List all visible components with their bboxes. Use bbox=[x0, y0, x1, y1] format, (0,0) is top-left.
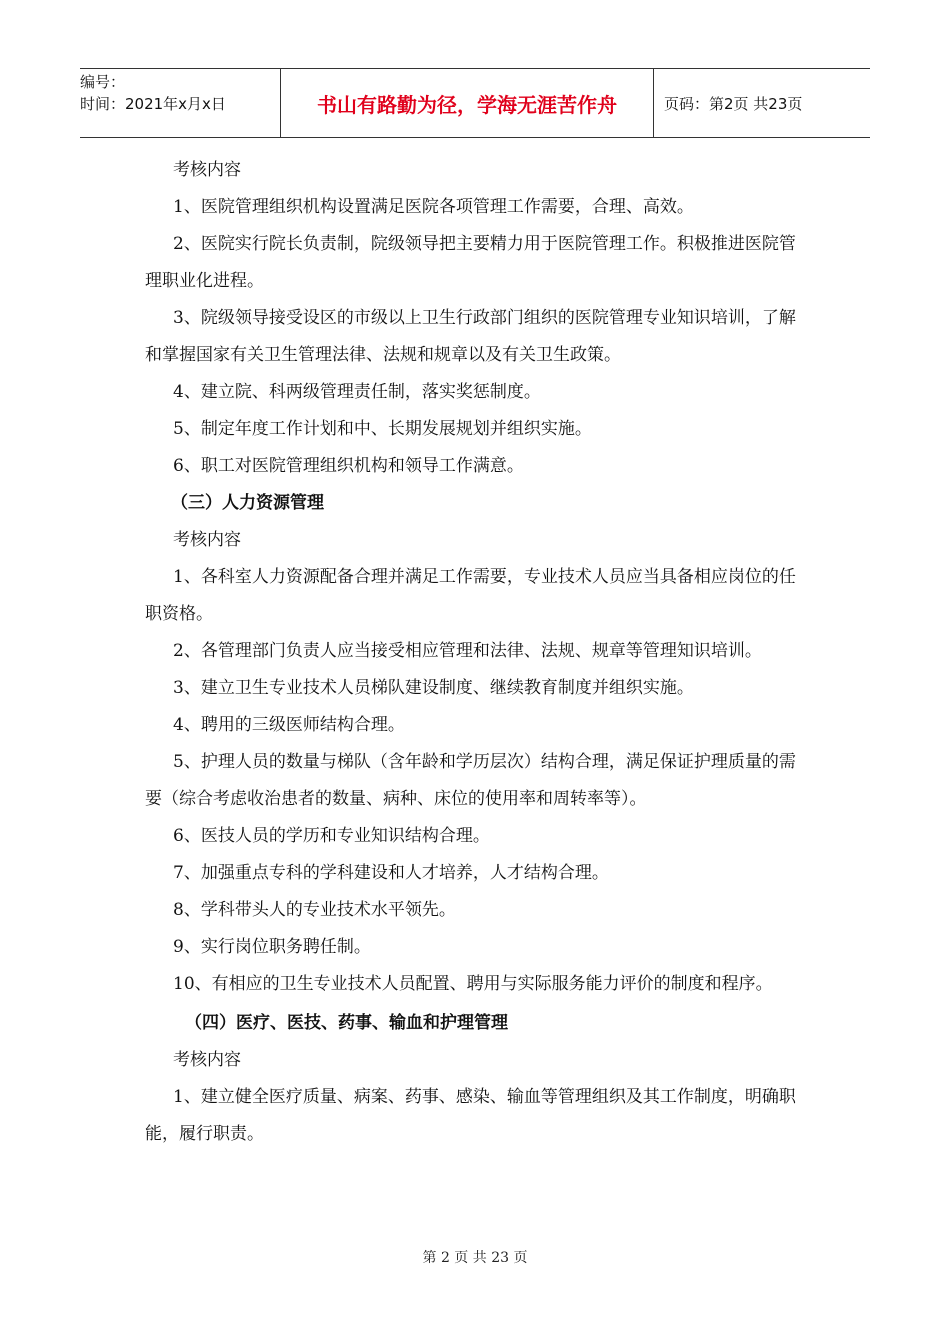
header-motto: 书山有路勤为径，学海无涯苦作舟 bbox=[280, 69, 654, 137]
paragraph: 考核内容 bbox=[173, 160, 241, 180]
section-heading: （三）人力资源管理 bbox=[171, 493, 324, 513]
paragraph: 7、加强重点专科的学科建设和人才培养，人才结构合理。 bbox=[173, 863, 609, 883]
paragraph: 2、医院实行院长负责制，院级领导把主要精力用于医院管理工作。积极推进医院管理职业化进程。 bbox=[145, 234, 796, 291]
paragraph: 考核内容 bbox=[173, 530, 241, 550]
paragraph: 3、建立卫生专业技术人员梯队建设制度、继续教育制度并组织实施。 bbox=[173, 678, 694, 698]
document-number-label: 编号： bbox=[80, 73, 126, 91]
document-body bbox=[145, 152, 810, 1153]
paragraph: 5、护理人员的数量与梯队（含年龄和学历层次）结构合理，满足保证护理质量的需要（综合考虑收治患者的数量、病种、床位的使用率和周转率等）。 bbox=[145, 752, 796, 809]
section-heading: （四）医疗、医技、药事、输血和护理管理 bbox=[185, 1013, 508, 1033]
paragraph: 1、各科室人力资源配备合理并满足工作需要，专业技术人员应当具备相应岗位的任职资格。 bbox=[145, 567, 796, 624]
paragraph: 考核内容 bbox=[173, 1050, 241, 1070]
document-time-label: 时间：2021年x月x日 bbox=[80, 95, 226, 113]
paragraph: 2、各管理部门负责人应当接受相应管理和法律、法规、规章等管理知识培训。 bbox=[173, 641, 762, 661]
page-footer: 第 2 页 共 23 页 bbox=[422, 1250, 528, 1266]
page-header bbox=[80, 68, 870, 138]
paragraph: 5、制定年度工作计划和中、长期发展规划并组织实施。 bbox=[173, 419, 592, 439]
header-left-cell bbox=[80, 69, 280, 137]
paragraph: 3、院级领导接受设区的市级以上卫生行政部门组织的医院管理专业知识培训，了解和掌握国家有关卫生管理法律、法规和规章以及有关卫生政策。 bbox=[145, 308, 796, 365]
paragraph: 4、聘用的三级医师结构合理。 bbox=[173, 715, 405, 735]
paragraph: 9、实行岗位职务聘任制。 bbox=[173, 937, 371, 957]
paragraph: 1、建立健全医疗质量、病案、药事、感染、输血等管理组织及其工作制度，明确职能，履行职责。 bbox=[145, 1087, 796, 1144]
paragraph: 4、建立院、科两级管理责任制，落实奖惩制度。 bbox=[173, 382, 541, 402]
paragraph: 6、医技人员的学历和专业知识结构合理。 bbox=[173, 826, 490, 846]
paragraph: 10、有相应的卫生专业技术人员配置、聘用与实际服务能力评价的制度和程序。 bbox=[173, 974, 773, 994]
paragraph: 1、医院管理组织机构设置满足医院各项管理工作需要，合理、高效。 bbox=[173, 197, 694, 217]
paragraph: 6、职工对医院管理组织机构和领导工作满意。 bbox=[173, 456, 524, 476]
header-page-label: 页码：第2页 共23页 bbox=[664, 94, 803, 113]
paragraph: 8、学科带头人的专业技术水平领先。 bbox=[173, 900, 456, 920]
